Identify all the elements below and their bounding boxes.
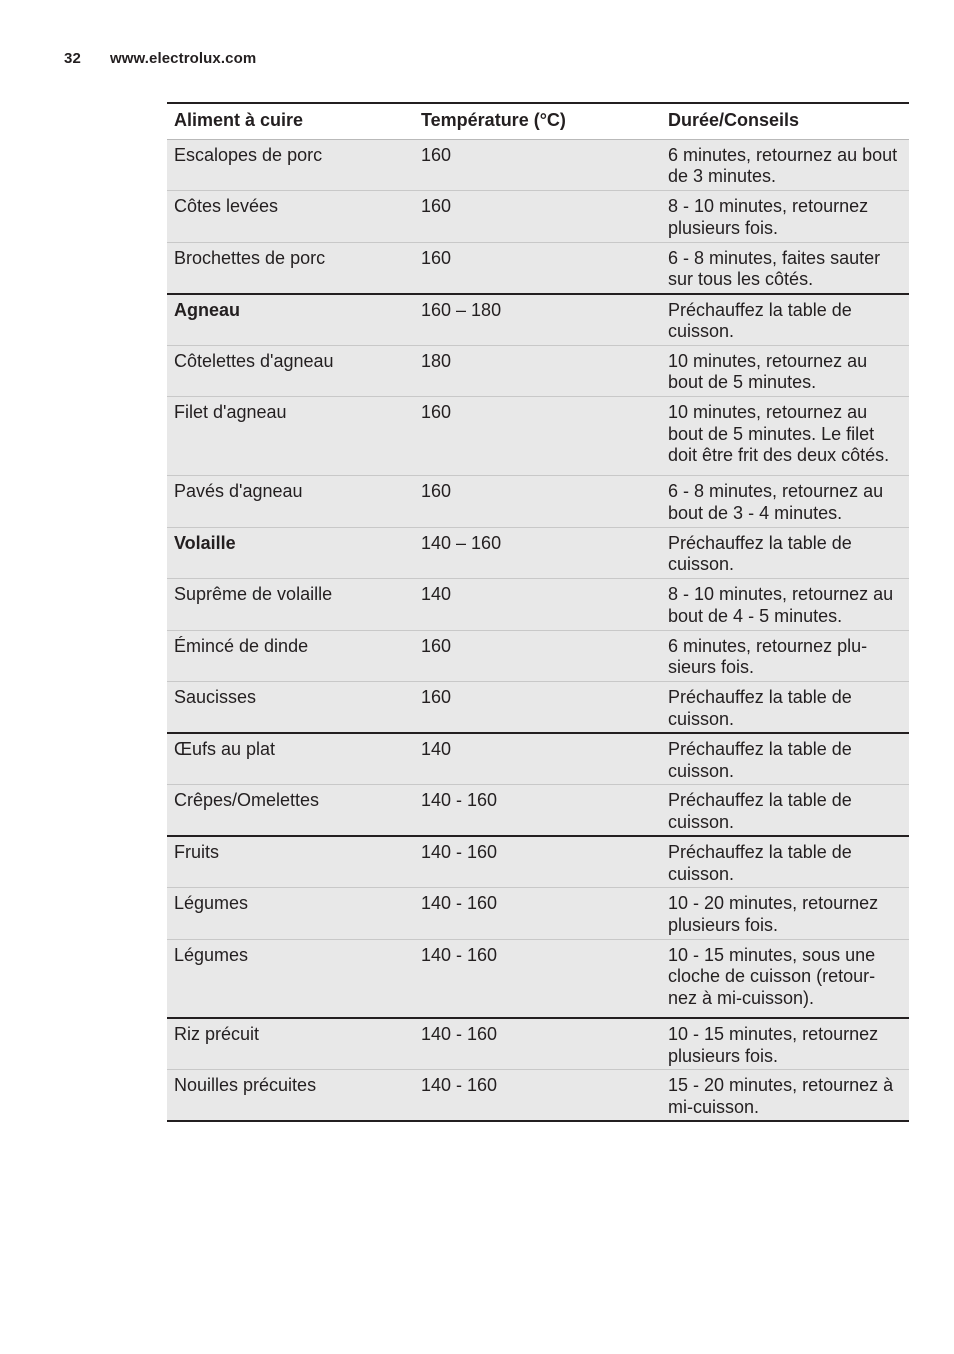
temperature-cell: 140 - 160 [414,939,661,1018]
food-cell: Légumes [167,888,414,940]
food-cell: Œufs au plat [167,733,414,785]
website-url: www.electrolux.com [110,50,257,67]
food-cell: Nouilles précuites [167,1070,414,1122]
advice-cell: Préchauffez la table de cuisson. [661,733,909,785]
food-cell: Fruits [167,836,414,888]
table-row [167,191,909,243]
column-header-advice: Durée/Conseils [661,103,909,139]
cooking-table [167,102,909,1122]
food-cell: Riz précuit [167,1018,414,1070]
food-cell: Émincé de dinde [167,630,414,682]
food-cell: Pavés d'agneau [167,476,414,528]
temperature-cell: 160 [414,242,661,294]
page-header [64,50,256,67]
table-row [167,476,909,528]
table-header-row [167,103,909,139]
food-category-cell: Volaille [167,527,414,579]
advice-cell: 6 - 8 minutes, retournez au bout de 3 - 4 minutes. [661,476,909,528]
advice-cell: 8 - 10 minutes, retournez au bout de 4 - 5 minutes. [661,579,909,631]
temperature-cell: 140 - 160 [414,785,661,837]
table-row [167,888,909,940]
table-row [167,397,909,476]
temperature-cell: 160 [414,682,661,734]
food-cell: Suprême de volaille [167,579,414,631]
advice-cell: 10 minutes, retournez au bout de 5 minutes. Le filet doit être frit des deux côtés. [661,397,909,476]
table-row [167,579,909,631]
table-row [167,630,909,682]
temperature-cell: 160 [414,397,661,476]
food-cell: Filet d'agneau [167,397,414,476]
table-row [167,242,909,294]
table-row [167,682,909,734]
food-cell: Côtes levées [167,191,414,243]
temperature-cell: 140 – 160 [414,527,661,579]
advice-cell: Préchauffez la table de cuisson. [661,836,909,888]
page-number: 32 [64,50,81,67]
column-header-food: Aliment à cuire [167,103,414,139]
advice-cell: 10 - 15 minutes, sous une cloche de cuisson (retour- nez à mi-cuisson). [661,939,909,1018]
food-cell: Légumes [167,939,414,1018]
table-row [167,294,909,346]
food-cell: Brochettes de porc [167,242,414,294]
table-row [167,345,909,397]
advice-cell: 15 - 20 minutes, retournez à mi-cuisson. [661,1070,909,1122]
temperature-cell: 160 [414,139,661,191]
advice-cell: 6 minutes, retournez plu- sieurs fois. [661,630,909,682]
temperature-cell: 180 [414,345,661,397]
advice-cell: 10 minutes, retournez au bout de 5 minutes. [661,345,909,397]
table-row [167,939,909,1018]
table-row [167,527,909,579]
advice-cell: Préchauffez la table de cuisson. [661,682,909,734]
table-row [167,785,909,837]
temperature-cell: 140 - 160 [414,1018,661,1070]
advice-cell: 10 - 20 minutes, retournez plusieurs fois. [661,888,909,940]
temperature-cell: 160 [414,191,661,243]
food-cell: Escalopes de porc [167,139,414,191]
temperature-cell: 160 [414,476,661,528]
temperature-cell: 140 - 160 [414,888,661,940]
temperature-cell: 160 – 180 [414,294,661,346]
food-cell: Côtelettes d'agneau [167,345,414,397]
advice-cell: Préchauffez la table de cuisson. [661,785,909,837]
food-cell: Crêpes/Omelettes [167,785,414,837]
table-row [167,1070,909,1122]
advice-cell: 8 - 10 minutes, retournez plusieurs fois. [661,191,909,243]
table-row [167,1018,909,1070]
temperature-cell: 140 - 160 [414,1070,661,1122]
table-row [167,836,909,888]
advice-cell: Préchauffez la table de cuisson. [661,294,909,346]
advice-cell: 6 - 8 minutes, faites sauter sur tous les côtés. [661,242,909,294]
food-cell: Saucisses [167,682,414,734]
column-header-temperature: Température (°C) [414,103,661,139]
food-category-cell: Agneau [167,294,414,346]
table-row [167,139,909,191]
advice-cell: 6 minutes, retournez au bout de 3 minutes. [661,139,909,191]
temperature-cell: 140 - 160 [414,836,661,888]
advice-cell: 10 - 15 minutes, retournez plusieurs fois. [661,1018,909,1070]
temperature-cell: 160 [414,630,661,682]
temperature-cell: 140 [414,579,661,631]
advice-cell: Préchauffez la table de cuisson. [661,527,909,579]
table-row [167,733,909,785]
temperature-cell: 140 [414,733,661,785]
